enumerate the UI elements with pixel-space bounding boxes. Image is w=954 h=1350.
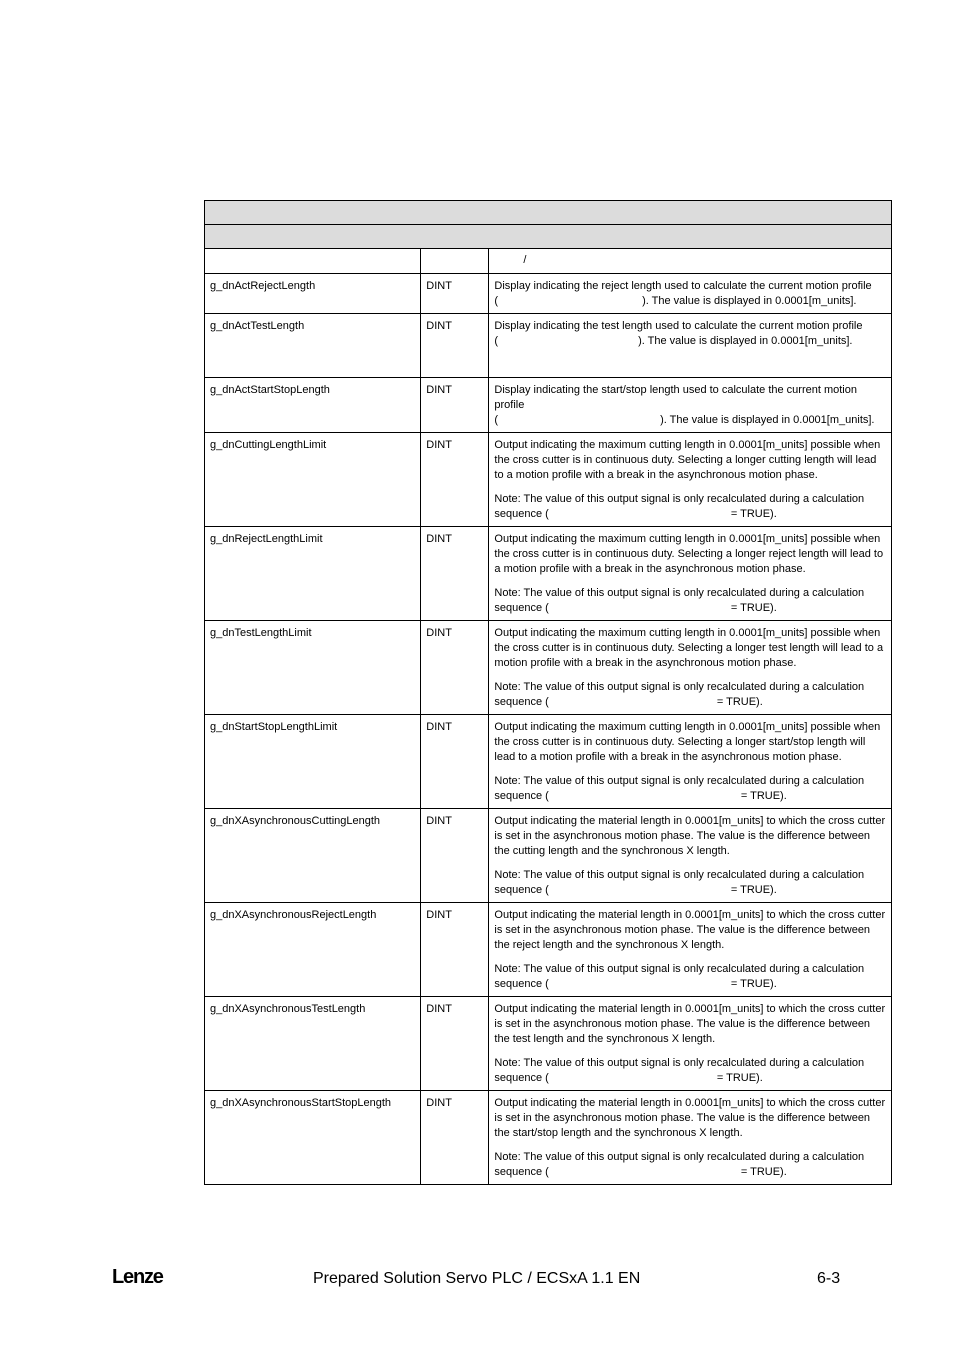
description-line: Note: The value of this output signal is only recalculated during a calculation [494, 493, 865, 505]
description-paragraph [494, 586, 886, 616]
column-header-slash: / [523, 254, 527, 266]
description-line: Note: The value of this output signal is only recalculated during a calculation [494, 587, 865, 599]
description-paragraph: Output indicating the material length in 0.0001[m_units] to which the cross cutter is set in the asynchronous motion phase. The value is the difference between the cutting length and the synchronous X length. [494, 815, 886, 857]
signal-description-cell [489, 378, 892, 433]
signal-description-cell [489, 433, 892, 527]
description-line-start: ( [494, 414, 499, 426]
description-paragraph [494, 868, 886, 898]
signal-description-cell [489, 314, 892, 378]
table-row [205, 997, 892, 1091]
description-line-end: = TRUE). [740, 1166, 787, 1178]
description-line-start: ( [494, 295, 499, 307]
signal-name-cell: g_dnXAsynchronousRejectLength [205, 903, 421, 997]
signal-description-cell [489, 809, 892, 903]
description-line-end: = TRUE). [730, 602, 777, 614]
table-title-cell [205, 201, 892, 225]
table-row [205, 1091, 892, 1185]
signal-name-cell: g_dnStartStopLengthLimit [205, 715, 421, 809]
description-line-start: sequence ( [494, 508, 549, 520]
table-title-row [205, 201, 892, 225]
description-line: Note: The value of this output signal is only recalculated during a calculation [494, 963, 865, 975]
description-line: Note: The value of this output signal is only recalculated during a calculation [494, 681, 865, 693]
signal-name-cell: g_dnActStartStopLength [205, 378, 421, 433]
description-line-start: sequence ( [494, 1166, 549, 1178]
signal-type-cell: DINT [421, 314, 489, 378]
description-line-end: = TRUE). [716, 696, 763, 708]
signal-type-cell: DINT [421, 433, 489, 527]
description-line: Note: The value of this output signal is only recalculated during a calculation [494, 775, 865, 787]
description-line: Display indicating the test length used to calculate the current motion profile [494, 320, 863, 332]
description-line-start: ( [494, 335, 499, 347]
signal-description-cell [489, 715, 892, 809]
signal-type-cell: DINT [421, 621, 489, 715]
signal-name-cell: g_dnActTestLength [205, 314, 421, 378]
signal-description-cell [489, 621, 892, 715]
description-paragraph: Output indicating the material length in 0.0001[m_units] to which the cross cutter is set in the asynchronous motion phase. The value is the difference between the test length and the synchronous X length. [494, 1003, 886, 1045]
page-number: 6-3 [817, 1270, 841, 1287]
table-subtitle-cell [205, 225, 892, 249]
table-row [205, 378, 892, 433]
output-signals-table [204, 200, 892, 1185]
signal-description-cell [489, 1091, 892, 1185]
signal-name-cell: g_dnActRejectLength [205, 274, 421, 314]
description-line: Note: The value of this output signal is only recalculated during a calculation [494, 1057, 865, 1069]
description-paragraph: Output indicating the maximum cutting length in 0.0001[m_units] possible when the cross cutter is in continuous duty. Selecting a longer start/stop length will lead to a motion profile with a break in the asynchronous motion phase. [494, 721, 881, 763]
column-header-name [205, 249, 421, 274]
signal-type-cell: DINT [421, 715, 489, 809]
signal-description-cell [489, 527, 892, 621]
description-line: Note: The value of this output signal is only recalculated during a calculation [494, 1151, 865, 1163]
description-line-end: = TRUE). [730, 508, 777, 520]
lenze-logo: Lenze [112, 1266, 163, 1288]
signal-type-cell: DINT [421, 527, 489, 621]
signal-type-cell: DINT [421, 274, 489, 314]
description-paragraph [494, 319, 886, 349]
description-line: Display indicating the reject length used to calculate the current motion profile [494, 280, 872, 292]
table-body [205, 201, 892, 1185]
signal-description-cell [489, 997, 892, 1091]
description-paragraph [494, 1056, 886, 1086]
column-header-row [205, 249, 892, 274]
signal-name-cell: g_dnTestLengthLimit [205, 621, 421, 715]
description-line-end: ). The value is displayed in 0.0001[m_units]. [642, 295, 857, 307]
signal-name-cell: g_dnXAsynchronousStartStopLength [205, 1091, 421, 1185]
table-row [205, 621, 892, 715]
signal-name-cell: g_dnXAsynchronousTestLength [205, 997, 421, 1091]
description-paragraph: Output indicating the material length in 0.0001[m_units] to which the cross cutter is set in the asynchronous motion phase. The value is the difference between the start/stop length and the synchronous X length. [494, 1097, 886, 1139]
description-paragraph: Output indicating the maximum cutting length in 0.0001[m_units] possible when the cross cutter is in continuous duty. Selecting a longer cutting length will lead to a motion profile with a break in the asynchronous motion phase. [494, 439, 881, 481]
description-line: Display indicating the start/stop length used to calculate the current motion profile [494, 384, 857, 411]
signal-type-cell: DINT [421, 378, 489, 433]
table-row [205, 274, 892, 314]
description-line: Note: The value of this output signal is only recalculated during a calculation [494, 869, 865, 881]
description-paragraph [494, 774, 886, 804]
signal-name-cell: g_dnCuttingLengthLimit [205, 433, 421, 527]
description-paragraph [494, 1150, 886, 1180]
description-line-start: sequence ( [494, 790, 549, 802]
description-line-end: = TRUE). [740, 790, 787, 802]
description-paragraph: Output indicating the material length in 0.0001[m_units] to which the cross cutter is set in the asynchronous motion phase. The value is the difference between the reject length and the synchronous X length. [494, 909, 886, 951]
description-paragraph [494, 962, 886, 992]
table-row [205, 809, 892, 903]
signal-name-cell: g_dnRejectLengthLimit [205, 527, 421, 621]
description-line-start: sequence ( [494, 696, 549, 708]
description-line-end: ). The value is displayed in 0.0001[m_units]. [638, 335, 853, 347]
description-paragraph: Output indicating the maximum cutting length in 0.0001[m_units] possible when the cross cutter is in continuous duty. Selecting a longer reject length will lead to a motion profile with a break in the asynchronous motion phase. [494, 533, 884, 575]
description-line-end: = TRUE). [716, 1072, 763, 1084]
description-line-end: = TRUE). [730, 884, 777, 896]
signal-name-cell: g_dnXAsynchronousCuttingLength [205, 809, 421, 903]
description-paragraph [494, 279, 886, 309]
footer-document-title: Prepared Solution Servo PLC / ECSxA 1.1 EN [313, 1270, 641, 1287]
description-line-start: sequence ( [494, 602, 549, 614]
table-row [205, 715, 892, 809]
description-paragraph [494, 383, 886, 428]
description-line-end: = TRUE). [730, 978, 777, 990]
signal-type-cell: DINT [421, 809, 489, 903]
description-line-start: sequence ( [494, 1072, 549, 1084]
column-header-description [489, 249, 892, 274]
table-row [205, 314, 892, 378]
signal-type-cell: DINT [421, 903, 489, 997]
description-line-end: ). The value is displayed in 0.0001[m_units]. [660, 414, 875, 426]
table-row [205, 527, 892, 621]
signal-type-cell: DINT [421, 997, 489, 1091]
signal-description-cell [489, 274, 892, 314]
column-header-type [421, 249, 489, 274]
table-row [205, 433, 892, 527]
description-line-start: sequence ( [494, 978, 549, 990]
signal-description-cell [489, 903, 892, 997]
table-row [205, 903, 892, 997]
table-subtitle-row [205, 225, 892, 249]
description-paragraph [494, 492, 886, 522]
description-paragraph [494, 680, 886, 710]
description-paragraph: Output indicating the maximum cutting length in 0.0001[m_units] possible when the cross cutter is in continuous duty. Selecting a longer test length will lead to a motion profile with a break in the asynchronous motion phase. [494, 627, 884, 669]
description-line-start: sequence ( [494, 884, 549, 896]
signal-type-cell: DINT [421, 1091, 489, 1185]
